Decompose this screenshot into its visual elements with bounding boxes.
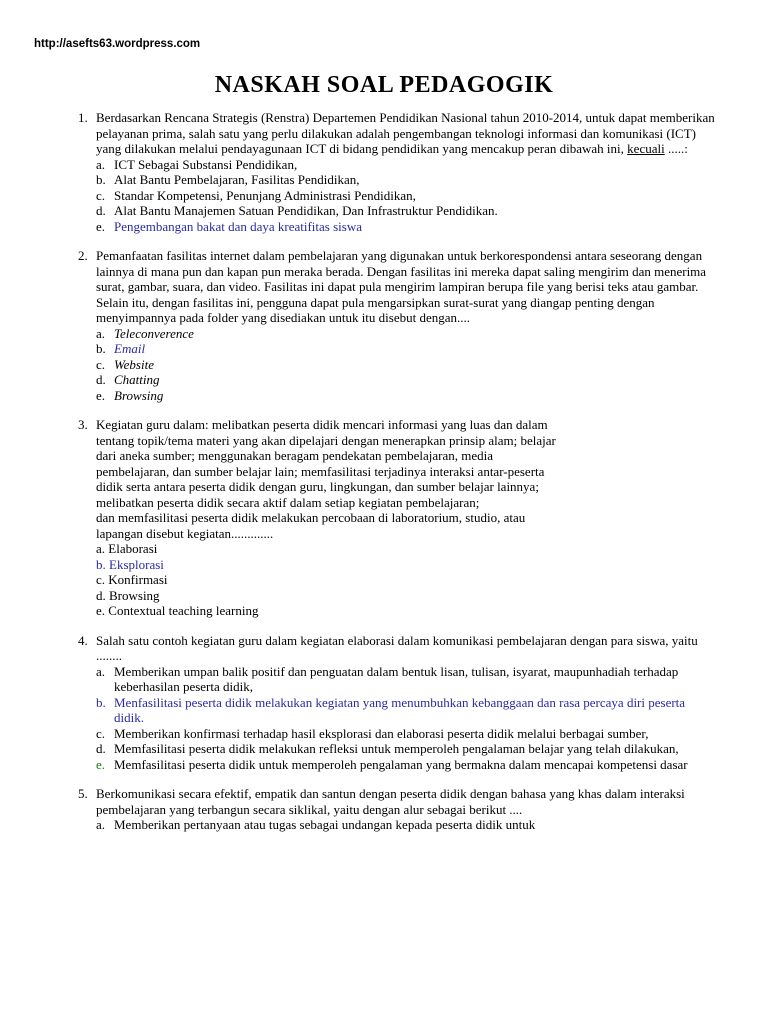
question-2	[78, 248, 718, 403]
question-number: 4.	[78, 632, 88, 648]
option-d: d. Chatting	[96, 372, 160, 387]
option-d: d. Memfasilitasi peserta didik melakukan refleksi untuk memperoleh pengalaman belajar yang telah dilakukan,	[96, 741, 679, 756]
kecuali-underlined: kecuali	[627, 141, 665, 156]
question-text: Berkomunikasi secara efektif, empatik dan santun dengan peserta didik dengan bahasa yang khas dalam interaksi pembelajaran yang terbangun secara siklikal, yaitu dengan alur sebagai berikut ....	[96, 786, 685, 817]
option-e: e. Contextual teaching learning	[96, 603, 259, 618]
option-c: c. Konfirmasi	[96, 572, 168, 587]
question-text: Pemanfaatan fasilitas internet dalam pembelajaran yang digunakan untuk berkorespondensi antara seseorang dengan lainnya di mana pun dan kapan pun meraka berada. Dengan fasilitas ini mereka dapat saling mengirim dan menerima surat, gambar, suara, dan video. Fasilitas ini dapat pula mengirim lampiran berupa file yang berisi teks atau gambar. Selain itu, dengan fasilitas ini, pengguna dapat pula mengarsipkan surat-surat yang diangap penting dengan menyimpannya pada folder yang disediakan untuk itu disebut dengan....	[96, 248, 707, 325]
option-a: a. Teleconverence	[96, 325, 194, 341]
question-5	[78, 786, 718, 833]
option-d: d. Browsing	[96, 587, 160, 603]
question-number: 1.	[78, 110, 88, 125]
option-d: d. Alat Bantu Manajemen Satuan Pendidikan, Dan Infrastruktur Pendidikan.	[96, 203, 498, 218]
question-list	[78, 110, 718, 847]
option-b-answer: b. Email	[96, 341, 146, 356]
option-a: a. Memberikan umpan balik positif dan penguatan dalam bentuk lisan, tulisan, isyarat, maupunhadiah terhadap keberhasilan peserta didik,	[96, 663, 679, 694]
option-e: e. Browsing	[96, 387, 164, 403]
option-c: c. Website	[96, 356, 154, 372]
option-e-answer: e. Pengembangan bakat dan daya kreatifitas siswa	[96, 218, 362, 234]
question-text: Berdasarkan Rencana Strategis (Renstra) Departemen Pendidikan Nasional tahun 2010-2014, untuk dapat memberikan pelayanan prima, salah satu yang perlu dilakukan adalah pengembangan teknologi informasi dan komunikasi (ICT) yang dilakukan melalui pendayagunaan ICT di bidang pendidikan yang mencakup peran dibawah ini, kecuali .....:	[96, 110, 715, 156]
question-number: 5.	[78, 786, 88, 801]
question-3	[78, 417, 718, 619]
option-c: c. Memberikan konfirmasi terhadap hasil eksplorasi dan elaborasi peserta didik melalui berbagai sumber,	[96, 725, 649, 741]
option-b-answer: b. Menfasilitasi peserta didik melakukan kegiatan yang menumbuhkan kebanggaan dan rasa percaya diri peserta didik.	[96, 694, 686, 725]
question-4	[78, 633, 718, 773]
page-title: NASKAH SOAL PEDAGOGIK	[214, 72, 554, 98]
question-text: Kegiatan guru dalam: melibatkan peserta didik mencari informasi yang luas dan dalam tentang topik/tema materi yang akan dipelajari dengan menerapkan prinsip alam; belajar dari aneka sumber; menggunakan beragam pendekatan pembelajaran, media pembelajaran, dan sumber belajar lain; memfasilitasi terjadinya interaksi antar-peserta didik serta antara peserta didik dengan guru, lingkungan, dan sumber belajar lainnya; melibatkan peserta didik secara aktif dalam setiap kegiatan pembelajaran; dan memfasilitasi peserta didik melakukan percobaan di laboratorium, studio, atau lapangan disebut kegiatan.............	[96, 417, 556, 541]
option-b: b. Alat Bantu Pembelajaran, Fasilitas Pendidikan,	[96, 172, 360, 187]
option-b-answer: b. Eksplorasi	[96, 556, 164, 572]
option-a: a. Elaborasi	[96, 541, 158, 556]
option-c: c. Standar Kompetensi, Penunjang Administrasi Pendidikan,	[96, 187, 416, 203]
option-a: a. ICT Sebagai Substansi Pendidikan,	[96, 156, 298, 172]
option-e-answer: e. Memfasilitasi peserta didik untuk memperoleh pengalaman yang bermakna dalam mencapai kompetensi dasar	[96, 756, 688, 772]
question-1	[78, 110, 718, 234]
option-a: a. Memberikan pertanyaan atau tugas sebagai undangan kepada peserta didik untuk	[96, 817, 536, 832]
question-text: Salah satu contoh kegiatan guru dalam kegiatan elaborasi dalam komunikasi pembelajaran dengan para siswa, yaitu ........	[96, 632, 698, 663]
question-number: 2.	[78, 248, 88, 263]
question-number: 3.	[78, 417, 88, 432]
header-url: http://asefts63.wordpress.com	[34, 38, 201, 50]
